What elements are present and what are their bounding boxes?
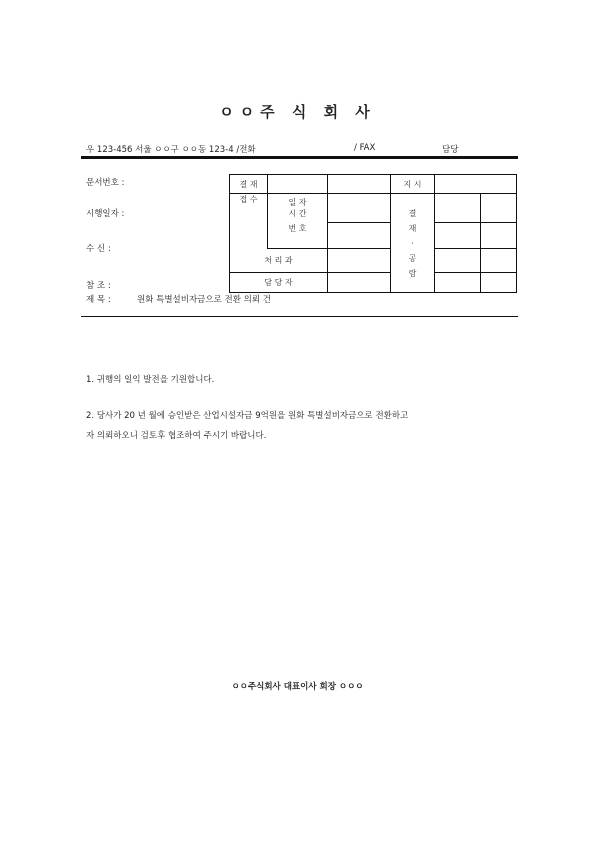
- recipient-label: 수 신 :: [86, 244, 111, 254]
- approval-table: [229, 174, 517, 293]
- subject-label: 제 목 :: [86, 295, 111, 305]
- person-cell: [328, 273, 391, 293]
- fax-label: / FAX: [354, 143, 376, 153]
- doc-number-label: 문서번호 :: [86, 178, 125, 188]
- approval-cell: [268, 175, 328, 194]
- header-divider: [81, 156, 518, 159]
- review-cell: [435, 273, 481, 293]
- number-label: 번 호: [268, 223, 328, 249]
- company-title: ㅇㅇ주 식 회 사: [219, 103, 376, 121]
- subject-divider: [81, 316, 518, 317]
- reference-label: 참 조 :: [86, 281, 111, 291]
- dept-label: 처 리 과: [230, 249, 328, 273]
- dept-cell: [328, 249, 391, 273]
- approval-label: 결 재: [230, 175, 268, 194]
- approval-cell: [328, 175, 391, 194]
- paragraph-2-line-2: 자 의뢰하오니 검토후 협조하여 주시기 바랍니다.: [86, 431, 267, 441]
- instruction-label: 지 시: [391, 175, 435, 194]
- review-cell: [481, 223, 517, 249]
- number-cell: [328, 223, 391, 249]
- day-time-labels: [268, 194, 328, 223]
- day-time-cell: [328, 194, 391, 223]
- day-label: 일 자: [288, 198, 307, 208]
- review-cell: [435, 249, 481, 273]
- date-label: 시행일자 :: [86, 209, 125, 219]
- review-cell: [435, 194, 481, 223]
- person-label: 담 당 자: [230, 273, 328, 293]
- review-cell: [435, 223, 481, 249]
- review-cell: [481, 249, 517, 273]
- subject-text: 원화 특별설비자금으로 전환 의뢰 건: [137, 295, 271, 305]
- address-line: 우 123-456 서울 ㅇㅇ구 ㅇㅇ동 123-4 /전화: [86, 145, 256, 155]
- instruction-cell: [435, 175, 517, 194]
- review-cell: [481, 194, 517, 223]
- time-label: 시 간: [288, 209, 307, 219]
- contact-label: 담당: [442, 145, 459, 155]
- signature-line: ㅇㅇ주식회사 대표이사 회장 ㅇㅇㅇ: [231, 682, 364, 692]
- paragraph-1: 1. 귀행의 일익 발전을 기원합니다.: [86, 375, 215, 385]
- paragraph-2-line-1: 2. 당사가 20 년 월에 승인받은 산업시설자금 9억원을 원화 특별설비자금으로 전환하고: [86, 411, 409, 421]
- review-label: 결 재 · 공 람: [391, 194, 435, 293]
- review-cell: [481, 273, 517, 293]
- receipt-label: 접 수: [230, 194, 268, 249]
